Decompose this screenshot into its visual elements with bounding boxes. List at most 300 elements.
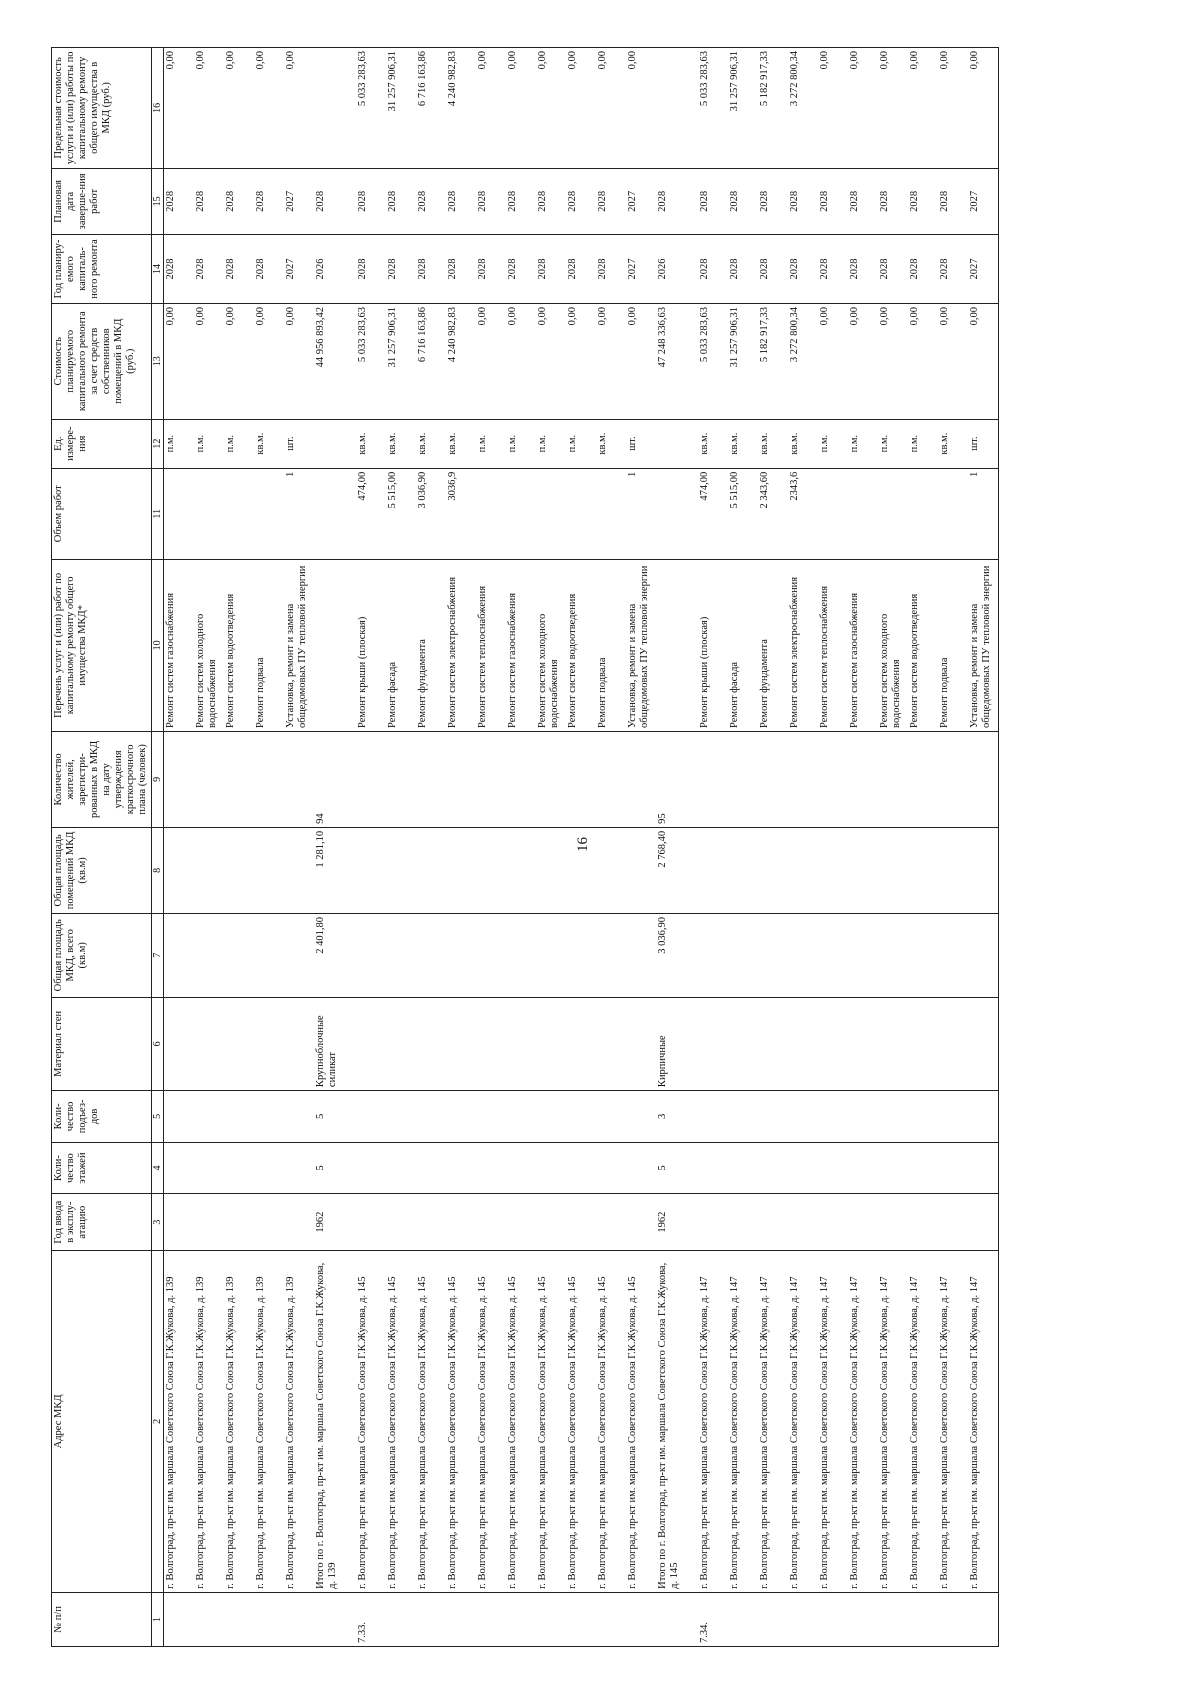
table-row — [566, 48, 596, 1647]
completion-date-cell: 2028 — [194, 168, 224, 234]
unit-cell: кв.м. — [758, 419, 788, 468]
year-built-cell — [284, 1194, 314, 1251]
row-number-cell — [818, 1592, 848, 1646]
column-number: 14 — [151, 235, 164, 304]
max-cost-cell: 0,00 — [908, 48, 938, 169]
work-volume-cell — [314, 468, 356, 559]
work-type-cell: Установка, ремонт и замена общедомовых ПУ тепловой энергии — [284, 559, 314, 731]
residents-cell: 95 — [656, 731, 698, 827]
entrances-cell — [284, 1091, 314, 1143]
floors-cell — [968, 1142, 999, 1194]
table-row — [878, 48, 908, 1647]
total-area-cell — [536, 913, 566, 997]
row-number-cell: 7.33. — [356, 1592, 386, 1646]
repair-year-cell: 2028 — [758, 235, 788, 304]
max-cost-cell: 31 257 906,31 — [386, 48, 416, 169]
premises-area-cell — [788, 827, 818, 913]
year-built-cell — [476, 1194, 506, 1251]
entrances-cell — [356, 1091, 386, 1143]
header-cell: Адрес МКД — [52, 1250, 152, 1592]
unit-cell: п.м. — [164, 419, 195, 468]
cost-cell: 0,00 — [536, 303, 566, 419]
unit-cell: п.м. — [506, 419, 536, 468]
column-number: 16 — [151, 48, 164, 169]
entrances-cell: 3 — [656, 1091, 698, 1143]
address-cell: Итого по г. Волгоград, пр-кт им. маршала Советского Союза Г.К.Жукова, д. 139 — [314, 1250, 356, 1592]
table-row — [968, 48, 999, 1647]
column-number: 1 — [151, 1592, 164, 1646]
work-type-cell: Ремонт систем холодного водоснабжения — [536, 559, 566, 731]
wall-material-cell — [596, 997, 626, 1090]
unit-cell: п.м. — [224, 419, 254, 468]
table-row — [596, 48, 626, 1647]
year-built-cell — [416, 1194, 446, 1251]
cost-cell: 0,00 — [848, 303, 878, 419]
unit-cell: шт. — [626, 419, 656, 468]
floors-cell — [476, 1142, 506, 1194]
premises-area-cell — [164, 827, 195, 913]
total-area-cell — [908, 913, 938, 997]
address-cell: г. Волгоград, пр-кт им. маршала Советского Союза Г.К.Жукова, д. 147 — [878, 1250, 908, 1592]
repair-year-cell: 2028 — [194, 235, 224, 304]
entrances-cell — [536, 1091, 566, 1143]
repair-year-cell: 2028 — [164, 235, 195, 304]
year-built-cell — [878, 1194, 908, 1251]
unit-cell: п.м. — [566, 419, 596, 468]
column-number: 11 — [151, 468, 164, 559]
completion-date-cell: 2028 — [698, 168, 728, 234]
wall-material-cell — [566, 997, 596, 1090]
total-area-cell: 3 036,90 — [656, 913, 698, 997]
premises-area-cell — [758, 827, 788, 913]
floors-cell: 5 — [314, 1142, 356, 1194]
header-cell: Объем работ — [52, 468, 152, 559]
wall-material-cell — [254, 997, 284, 1090]
repair-year-cell: 2028 — [938, 235, 968, 304]
premises-area-cell — [698, 827, 728, 913]
floors-cell — [758, 1142, 788, 1194]
max-cost-cell: 0,00 — [254, 48, 284, 169]
max-cost-cell: 4 240 982,83 — [446, 48, 476, 169]
work-type-cell: Ремонт подвала — [596, 559, 626, 731]
address-cell: г. Волгоград, пр-кт им. маршала Советского Союза Г.К.Жукова, д. 145 — [506, 1250, 536, 1592]
address-cell: г. Волгоград, пр-кт им. маршала Советского Союза Г.К.Жукова, д. 145 — [446, 1250, 476, 1592]
year-built-cell — [446, 1194, 476, 1251]
year-built-cell — [164, 1194, 195, 1251]
repair-year-cell: 2027 — [626, 235, 656, 304]
header-cell: Предельная стоимость услуги и (или) работы по капитальному ремонту общего имущества в МКД (руб.) — [52, 48, 152, 169]
work-type-cell: Ремонт фасада — [386, 559, 416, 731]
table-row — [254, 48, 284, 1647]
year-built-cell — [938, 1194, 968, 1251]
year-built-cell — [506, 1194, 536, 1251]
residents-cell — [596, 731, 626, 827]
wall-material-cell — [728, 997, 758, 1090]
year-built-cell — [224, 1194, 254, 1251]
max-cost-cell: 31 257 906,31 — [728, 48, 758, 169]
work-volume-cell — [194, 468, 224, 559]
cost-cell: 0,00 — [224, 303, 254, 419]
max-cost-cell: 0,00 — [848, 48, 878, 169]
residents-cell — [848, 731, 878, 827]
total-area-cell — [596, 913, 626, 997]
wall-material-cell — [356, 997, 386, 1090]
max-cost-cell: 0,00 — [194, 48, 224, 169]
floors-cell — [938, 1142, 968, 1194]
header-cell: Стоимость планируемого капитального ремонта за счет средств собственников помещений в МКД (руб.) — [52, 303, 152, 419]
table-row — [194, 48, 224, 1647]
residents-cell — [758, 731, 788, 827]
completion-date-cell: 2028 — [164, 168, 195, 234]
total-area-cell — [476, 913, 506, 997]
year-built-cell — [968, 1194, 999, 1251]
unit-cell: п.м. — [536, 419, 566, 468]
completion-date-cell: 2027 — [968, 168, 999, 234]
address-cell: г. Волгоград, пр-кт им. маршала Советского Союза Г.К.Жукова, д. 147 — [818, 1250, 848, 1592]
max-cost-cell: 0,00 — [626, 48, 656, 169]
residents-cell — [968, 731, 999, 827]
cost-cell: 0,00 — [596, 303, 626, 419]
unit-cell: кв.м. — [596, 419, 626, 468]
column-number: 5 — [151, 1091, 164, 1143]
total-area-cell — [566, 913, 596, 997]
cost-cell: 0,00 — [254, 303, 284, 419]
cost-cell: 5 033 283,63 — [698, 303, 728, 419]
residents-cell — [254, 731, 284, 827]
entrances-cell — [626, 1091, 656, 1143]
address-cell: г. Волгоград, пр-кт им. маршала Советского Союза Г.К.Жукова, д. 139 — [254, 1250, 284, 1592]
wall-material-cell — [416, 997, 446, 1090]
unit-cell: кв.м. — [416, 419, 446, 468]
wall-material-cell — [908, 997, 938, 1090]
cost-cell: 0,00 — [566, 303, 596, 419]
repair-year-cell: 2028 — [566, 235, 596, 304]
address-cell: г. Волгоград, пр-кт им. маршала Советского Союза Г.К.Жукова, д. 145 — [596, 1250, 626, 1592]
max-cost-cell: 0,00 — [284, 48, 314, 169]
table-row — [848, 48, 878, 1647]
residents-cell — [908, 731, 938, 827]
floors-cell — [626, 1142, 656, 1194]
unit-cell — [656, 419, 698, 468]
address-cell: г. Волгоград, пр-кт им. маршала Советского Союза Г.К.Жукова, д. 147 — [848, 1250, 878, 1592]
cost-cell: 47 248 336,63 — [656, 303, 698, 419]
wall-material-cell — [938, 997, 968, 1090]
floors-cell — [818, 1142, 848, 1194]
floors-cell — [536, 1142, 566, 1194]
entrances-cell — [566, 1091, 596, 1143]
unit-cell: п.м. — [878, 419, 908, 468]
residents-cell — [728, 731, 758, 827]
row-number-cell — [224, 1592, 254, 1646]
unit-cell: кв.м. — [446, 419, 476, 468]
floors-cell — [878, 1142, 908, 1194]
wall-material-cell — [878, 997, 908, 1090]
header-cell: Год планиру-емого капиталь-ного ремонта — [52, 235, 152, 304]
max-cost-cell: 0,00 — [536, 48, 566, 169]
completion-date-cell: 2028 — [506, 168, 536, 234]
row-number-cell — [254, 1592, 284, 1646]
work-volume-cell: 474,00 — [356, 468, 386, 559]
repair-year-cell: 2028 — [506, 235, 536, 304]
max-cost-cell: 0,00 — [968, 48, 999, 169]
premises-area-cell — [536, 827, 566, 913]
floors-cell — [284, 1142, 314, 1194]
premises-area-cell — [848, 827, 878, 913]
unit-cell: п.м. — [908, 419, 938, 468]
row-number-cell — [446, 1592, 476, 1646]
table-row — [698, 48, 728, 1647]
table-row — [446, 48, 476, 1647]
entrances-cell — [446, 1091, 476, 1143]
total-row — [314, 48, 356, 1647]
wall-material-cell — [758, 997, 788, 1090]
column-number: 7 — [151, 913, 164, 997]
repair-plan-table-container — [51, 47, 1161, 1647]
total-area-cell — [938, 913, 968, 997]
work-volume-cell: 1 — [284, 468, 314, 559]
entrances-cell — [818, 1091, 848, 1143]
row-number-cell — [908, 1592, 938, 1646]
column-number: 6 — [151, 997, 164, 1090]
year-built-cell — [386, 1194, 416, 1251]
completion-date-cell: 2028 — [386, 168, 416, 234]
premises-area-cell — [566, 827, 596, 913]
column-number: 15 — [151, 168, 164, 234]
address-cell: г. Волгоград, пр-кт им. маршала Советского Союза Г.К.Жукова, д. 139 — [224, 1250, 254, 1592]
address-cell: Итого по г. Волгоград, пр-кт им. маршала Советского Союза Г.К.Жукова, д. 145 — [656, 1250, 698, 1592]
year-built-cell — [356, 1194, 386, 1251]
repair-year-cell: 2028 — [818, 235, 848, 304]
row-number-cell — [536, 1592, 566, 1646]
unit-cell: кв.м. — [386, 419, 416, 468]
wall-material-cell — [698, 997, 728, 1090]
max-cost-cell: 3 272 800,34 — [788, 48, 818, 169]
work-volume-cell — [596, 468, 626, 559]
column-number: 8 — [151, 827, 164, 913]
work-volume-cell — [254, 468, 284, 559]
unit-cell: шт. — [284, 419, 314, 468]
cost-cell: 44 956 893,42 — [314, 303, 356, 419]
premises-area-cell — [284, 827, 314, 913]
residents-cell — [536, 731, 566, 827]
unit-cell — [314, 419, 356, 468]
table-row — [164, 48, 195, 1647]
total-area-cell — [818, 913, 848, 997]
work-volume-cell — [908, 468, 938, 559]
year-built-cell — [908, 1194, 938, 1251]
cost-cell: 0,00 — [968, 303, 999, 419]
address-cell: г. Волгоград, пр-кт им. маршала Советского Союза Г.К.Жукова, д. 145 — [416, 1250, 446, 1592]
column-number-row — [151, 48, 164, 1647]
repair-year-cell: 2028 — [416, 235, 446, 304]
row-number-cell — [968, 1592, 999, 1646]
work-type-cell: Ремонт систем теплоснабжения — [476, 559, 506, 731]
max-cost-cell: 0,00 — [224, 48, 254, 169]
entrances-cell: 5 — [314, 1091, 356, 1143]
row-number-cell — [656, 1592, 698, 1646]
work-volume-cell: 3036,9 — [446, 468, 476, 559]
table-row — [626, 48, 656, 1647]
work-volume-cell — [878, 468, 908, 559]
floors-cell — [698, 1142, 728, 1194]
residents-cell — [566, 731, 596, 827]
header-cell: Материал стен — [52, 997, 152, 1090]
repair-year-cell: 2026 — [314, 235, 356, 304]
header-cell: Перечень услуг и (или) работ по капитальному ремонту общего имущества МКД* — [52, 559, 152, 731]
column-number: 10 — [151, 559, 164, 731]
residents-cell — [194, 731, 224, 827]
total-area-cell — [626, 913, 656, 997]
total-row — [656, 48, 698, 1647]
unit-cell: кв.м. — [356, 419, 386, 468]
work-volume-cell: 5 515,00 — [728, 468, 758, 559]
row-number-cell: 7.34. — [698, 1592, 728, 1646]
entrances-cell — [968, 1091, 999, 1143]
work-volume-cell: 5 515,00 — [386, 468, 416, 559]
work-volume-cell: 2343,6 — [788, 468, 818, 559]
wall-material-cell — [968, 997, 999, 1090]
address-cell: г. Волгоград, пр-кт им. маршала Советского Союза Г.К.Жукова, д. 147 — [758, 1250, 788, 1592]
entrances-cell — [254, 1091, 284, 1143]
premises-area-cell — [728, 827, 758, 913]
max-cost-cell — [314, 48, 356, 169]
completion-date-cell: 2028 — [416, 168, 446, 234]
address-cell: г. Волгоград, пр-кт им. маршала Советского Союза Г.К.Жукова, д. 147 — [728, 1250, 758, 1592]
work-type-cell: Ремонт фасада — [728, 559, 758, 731]
entrances-cell — [476, 1091, 506, 1143]
repair-year-cell: 2028 — [728, 235, 758, 304]
unit-cell: п.м. — [476, 419, 506, 468]
repair-year-cell: 2028 — [596, 235, 626, 304]
unit-cell: п.м. — [848, 419, 878, 468]
work-type-cell: Ремонт фундамента — [416, 559, 446, 731]
address-cell: г. Волгоград, пр-кт им. маршала Советского Союза Г.К.Жукова, д. 139 — [194, 1250, 224, 1592]
row-number-cell — [386, 1592, 416, 1646]
entrances-cell — [194, 1091, 224, 1143]
completion-date-cell: 2028 — [224, 168, 254, 234]
row-number-cell — [416, 1592, 446, 1646]
year-built-cell — [848, 1194, 878, 1251]
entrances-cell — [848, 1091, 878, 1143]
total-area-cell — [254, 913, 284, 997]
work-type-cell: Ремонт систем газоснабжения — [164, 559, 195, 731]
floors-cell — [386, 1142, 416, 1194]
total-area-cell — [416, 913, 446, 997]
cost-cell: 31 257 906,31 — [728, 303, 758, 419]
address-cell: г. Волгоград, пр-кт им. маршала Советского Союза Г.К.Жукова, д. 147 — [788, 1250, 818, 1592]
year-built-cell — [254, 1194, 284, 1251]
table-row — [224, 48, 254, 1647]
premises-area-cell — [878, 827, 908, 913]
premises-area-cell — [224, 827, 254, 913]
unit-cell: кв.м. — [728, 419, 758, 468]
year-built-cell — [728, 1194, 758, 1251]
work-volume-cell — [818, 468, 848, 559]
total-area-cell — [164, 913, 195, 997]
wall-material-cell — [386, 997, 416, 1090]
residents-cell: 94 — [314, 731, 356, 827]
completion-date-cell: 2027 — [626, 168, 656, 234]
premises-area-cell — [476, 827, 506, 913]
year-built-cell — [596, 1194, 626, 1251]
row-number-cell — [164, 1592, 195, 1646]
entrances-cell — [386, 1091, 416, 1143]
year-built-cell: 1962 — [314, 1194, 356, 1251]
completion-date-cell: 2028 — [446, 168, 476, 234]
unit-cell: кв.м. — [788, 419, 818, 468]
work-volume-cell — [506, 468, 536, 559]
max-cost-cell — [656, 48, 698, 169]
completion-date-cell: 2028 — [476, 168, 506, 234]
entrances-cell — [224, 1091, 254, 1143]
floors-cell — [506, 1142, 536, 1194]
repair-year-cell: 2028 — [848, 235, 878, 304]
header-cell: Ед. измере-ния — [52, 419, 152, 468]
work-type-cell: Ремонт систем холодного водоснабжения — [878, 559, 908, 731]
residents-cell — [698, 731, 728, 827]
premises-area-cell — [908, 827, 938, 913]
completion-date-cell: 2028 — [536, 168, 566, 234]
repair-year-cell: 2028 — [788, 235, 818, 304]
wall-material-cell — [788, 997, 818, 1090]
floors-cell — [194, 1142, 224, 1194]
total-area-cell — [446, 913, 476, 997]
work-volume-cell — [848, 468, 878, 559]
repair-year-cell: 2027 — [284, 235, 314, 304]
table-row — [938, 48, 968, 1647]
table-row — [386, 48, 416, 1647]
work-volume-cell: 1 — [968, 468, 999, 559]
address-cell: г. Волгоград, пр-кт им. маршала Советского Союза Г.К.Жукова, д. 147 — [908, 1250, 938, 1592]
total-area-cell — [878, 913, 908, 997]
entrances-cell — [164, 1091, 195, 1143]
repair-year-cell: 2028 — [446, 235, 476, 304]
residents-cell — [818, 731, 848, 827]
row-number-cell — [596, 1592, 626, 1646]
max-cost-cell: 0,00 — [596, 48, 626, 169]
entrances-cell — [788, 1091, 818, 1143]
max-cost-cell: 5 033 283,63 — [356, 48, 386, 169]
page-number: 16 — [575, 837, 591, 852]
work-volume-cell — [536, 468, 566, 559]
year-built-cell: 1962 — [656, 1194, 698, 1251]
work-type-cell: Ремонт крыши (плоская) — [698, 559, 728, 731]
wall-material-cell — [476, 997, 506, 1090]
cost-cell: 3 272 800,34 — [788, 303, 818, 419]
cost-cell: 31 257 906,31 — [386, 303, 416, 419]
address-cell: г. Волгоград, пр-кт им. маршала Советского Союза Г.К.Жукова, д. 145 — [476, 1250, 506, 1592]
cost-cell: 0,00 — [938, 303, 968, 419]
completion-date-cell: 2028 — [758, 168, 788, 234]
header-cell: Коли-чество этажей — [52, 1142, 152, 1194]
total-area-cell — [284, 913, 314, 997]
floors-cell — [254, 1142, 284, 1194]
work-volume-cell: 1 — [626, 468, 656, 559]
table-row — [416, 48, 446, 1647]
max-cost-cell: 5 033 283,63 — [698, 48, 728, 169]
completion-date-cell: 2028 — [314, 168, 356, 234]
work-type-cell: Ремонт систем электроснабжения — [788, 559, 818, 731]
completion-date-cell: 2028 — [818, 168, 848, 234]
entrances-cell — [728, 1091, 758, 1143]
floors-cell — [446, 1142, 476, 1194]
work-type-cell: Ремонт систем водоотведения — [566, 559, 596, 731]
work-volume-cell — [938, 468, 968, 559]
table-row — [356, 48, 386, 1647]
work-volume-cell — [224, 468, 254, 559]
unit-cell: кв.м. — [938, 419, 968, 468]
work-type-cell: Ремонт систем водоотведения — [908, 559, 938, 731]
